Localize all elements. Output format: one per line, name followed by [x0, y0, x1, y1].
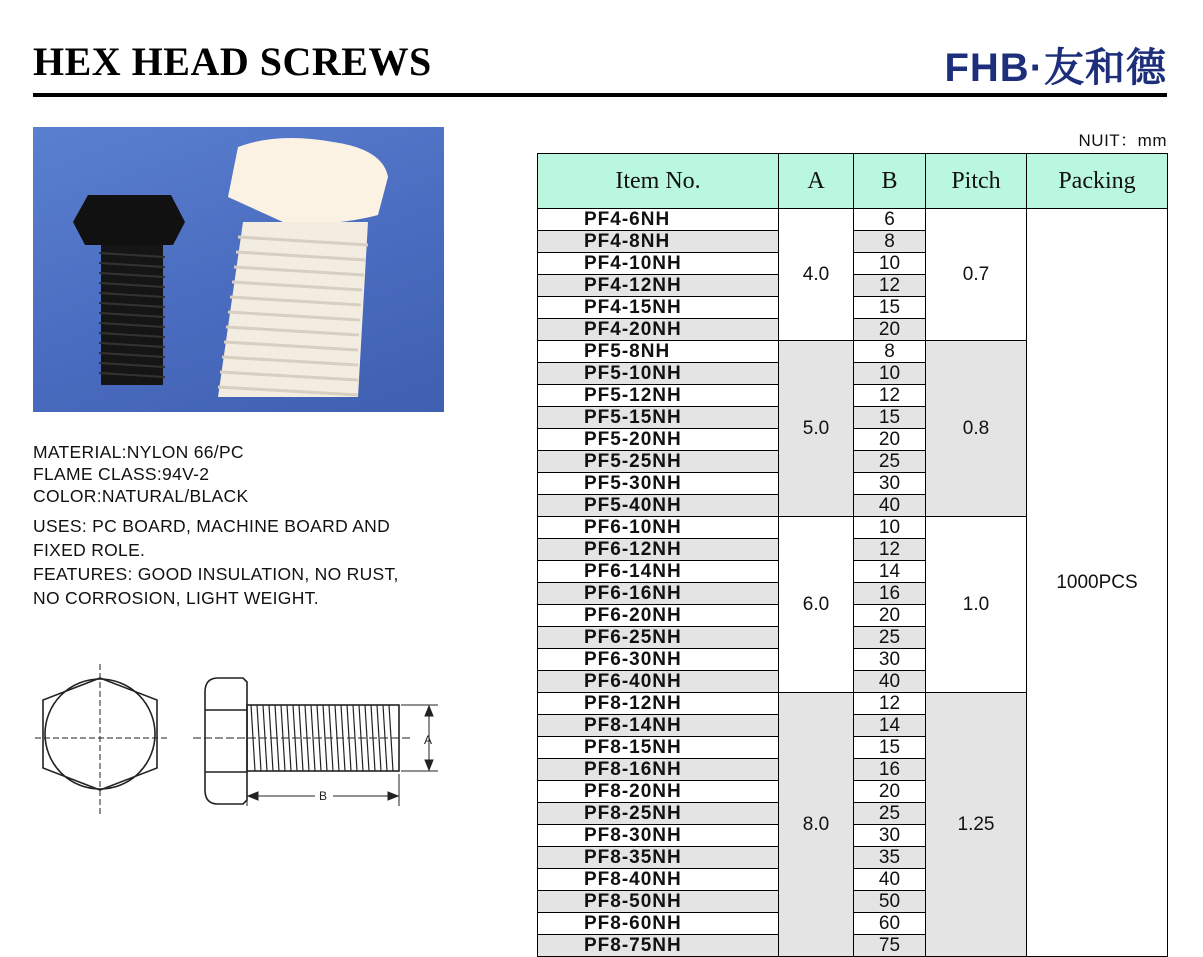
- product-description: [33, 514, 453, 610]
- item-number-cell: PF6-25NH: [538, 627, 779, 649]
- col-header-packing: Packing: [1027, 154, 1168, 209]
- uses-line-1: USES: PC BOARD, MACHINE BOARD AND: [33, 516, 391, 536]
- diameter-a-cell: 8.0: [779, 693, 854, 957]
- length-b-cell: 14: [854, 561, 926, 583]
- length-b-cell: 6: [854, 209, 926, 231]
- length-b-cell: 16: [854, 759, 926, 781]
- item-number-cell: PF8-15NH: [538, 737, 779, 759]
- item-number-cell: PF5-30NH: [538, 473, 779, 495]
- item-number-cell: PF4-15NH: [538, 297, 779, 319]
- col-header-b: B: [854, 154, 926, 209]
- col-header-pitch: Pitch: [926, 154, 1027, 209]
- item-number-cell: PF6-16NH: [538, 583, 779, 605]
- item-number-cell: PF4-20NH: [538, 319, 779, 341]
- item-number-cell: PF5-10NH: [538, 363, 779, 385]
- length-b-cell: 20: [854, 319, 926, 341]
- item-number-cell: PF4-10NH: [538, 253, 779, 275]
- length-b-cell: 25: [854, 451, 926, 473]
- length-b-cell: 50: [854, 891, 926, 913]
- item-number-cell: PF5-15NH: [538, 407, 779, 429]
- length-b-cell: 15: [854, 297, 926, 319]
- length-b-cell: 8: [854, 231, 926, 253]
- product-photo: [33, 127, 444, 412]
- length-b-cell: 16: [854, 583, 926, 605]
- dimension-b-label: B: [319, 789, 328, 803]
- item-number-cell: PF5-8NH: [538, 341, 779, 363]
- item-number-cell: PF8-16NH: [538, 759, 779, 781]
- length-b-cell: 12: [854, 539, 926, 561]
- length-b-cell: 30: [854, 473, 926, 495]
- spec-table: [537, 153, 1168, 957]
- item-number-cell: PF8-75NH: [538, 935, 779, 957]
- item-number-cell: PF4-8NH: [538, 231, 779, 253]
- length-b-cell: 30: [854, 649, 926, 671]
- technical-drawing: [33, 660, 453, 820]
- item-number-cell: PF8-35NH: [538, 847, 779, 869]
- pitch-cell: 0.7: [926, 209, 1027, 341]
- table-header-row: [538, 154, 1168, 209]
- length-b-cell: 15: [854, 737, 926, 759]
- item-number-cell: PF8-12NH: [538, 693, 779, 715]
- item-number-cell: PF8-50NH: [538, 891, 779, 913]
- item-number-cell: PF6-20NH: [538, 605, 779, 627]
- item-number-cell: PF6-14NH: [538, 561, 779, 583]
- table-row: [538, 209, 1168, 231]
- item-number-cell: PF6-40NH: [538, 671, 779, 693]
- item-number-cell: PF8-60NH: [538, 913, 779, 935]
- page-title: HEX HEAD SCREWS: [33, 39, 432, 84]
- length-b-cell: 40: [854, 671, 926, 693]
- length-b-cell: 25: [854, 627, 926, 649]
- length-b-cell: 40: [854, 495, 926, 517]
- length-b-cell: 10: [854, 363, 926, 385]
- item-number-cell: PF5-20NH: [538, 429, 779, 451]
- diameter-a-cell: 6.0: [779, 517, 854, 693]
- hex-end-view: [35, 664, 167, 816]
- length-b-cell: 20: [854, 429, 926, 451]
- screw-side-view: [205, 678, 399, 804]
- length-b-cell: 30: [854, 825, 926, 847]
- col-header-item: Item No.: [538, 154, 779, 209]
- unit-label: NUIT：mm: [1078, 131, 1167, 150]
- brand-logo: FHB·友和德: [944, 46, 1167, 90]
- item-number-cell: PF8-30NH: [538, 825, 779, 847]
- length-b-cell: 14: [854, 715, 926, 737]
- header-divider: [33, 93, 1167, 97]
- length-b-cell: 12: [854, 693, 926, 715]
- length-b-cell: 25: [854, 803, 926, 825]
- features-line-2: NO CORROSION, LIGHT WEIGHT.: [33, 588, 319, 608]
- length-b-cell: 10: [854, 253, 926, 275]
- item-number-cell: PF4-12NH: [538, 275, 779, 297]
- item-number-cell: PF8-40NH: [538, 869, 779, 891]
- length-b-cell: 35: [854, 847, 926, 869]
- item-number-cell: PF5-12NH: [538, 385, 779, 407]
- item-number-cell: PF4-6NH: [538, 209, 779, 231]
- diameter-a-cell: 5.0: [779, 341, 854, 517]
- item-number-cell: PF6-12NH: [538, 539, 779, 561]
- color-text: COLOR:NATURAL/BLACK: [33, 486, 249, 506]
- item-number-cell: PF8-20NH: [538, 781, 779, 803]
- flame-class-text: FLAME CLASS:94V-2: [33, 464, 210, 484]
- length-b-cell: 8: [854, 341, 926, 363]
- material-specs: [33, 441, 248, 507]
- pitch-cell: 0.8: [926, 341, 1027, 517]
- item-number-cell: PF8-14NH: [538, 715, 779, 737]
- length-b-cell: 15: [854, 407, 926, 429]
- length-b-cell: 75: [854, 935, 926, 957]
- length-b-cell: 20: [854, 781, 926, 803]
- length-b-cell: 10: [854, 517, 926, 539]
- pitch-cell: 1.25: [926, 693, 1027, 957]
- packing-cell: 1000PCS: [1027, 209, 1168, 957]
- length-b-cell: 12: [854, 385, 926, 407]
- uses-line-2: FIXED ROLE.: [33, 540, 146, 560]
- item-number-cell: PF5-40NH: [538, 495, 779, 517]
- material-text: MATERIAL:NYLON 66/PC: [33, 442, 244, 462]
- length-b-cell: 60: [854, 913, 926, 935]
- features-line-1: FEATURES: GOOD INSULATION, NO RUST,: [33, 564, 399, 584]
- item-number-cell: PF8-25NH: [538, 803, 779, 825]
- pitch-cell: 1.0: [926, 517, 1027, 693]
- diameter-a-cell: 4.0: [779, 209, 854, 341]
- dimension-a-label: A: [424, 733, 433, 747]
- item-number-cell: PF6-30NH: [538, 649, 779, 671]
- item-number-cell: PF6-10NH: [538, 517, 779, 539]
- length-b-cell: 40: [854, 869, 926, 891]
- length-b-cell: 12: [854, 275, 926, 297]
- length-b-cell: 20: [854, 605, 926, 627]
- col-header-a: A: [779, 154, 854, 209]
- item-number-cell: PF5-25NH: [538, 451, 779, 473]
